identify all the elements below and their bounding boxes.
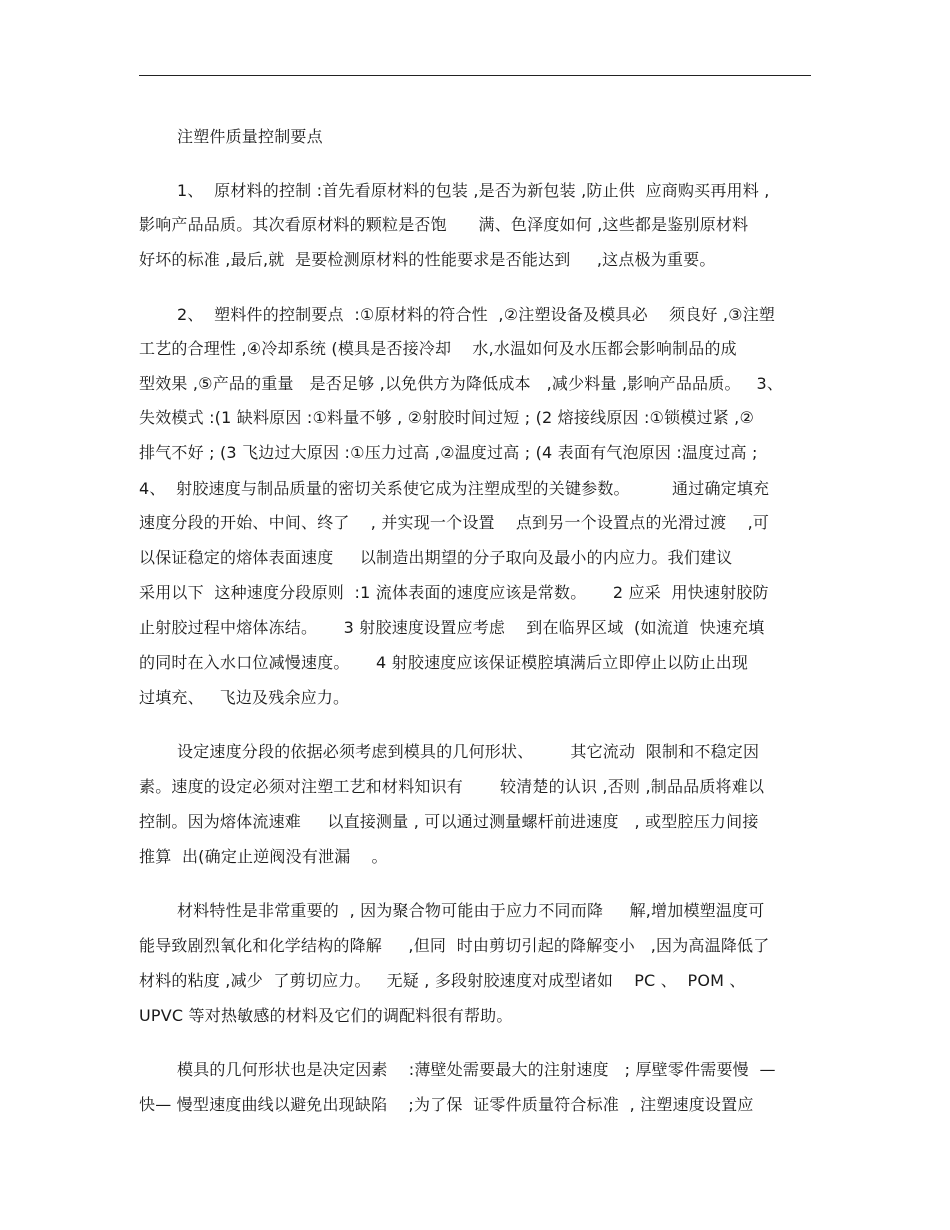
text-line: 失效模式 :(1 缺料原因 :①料量不够 , ②射胶时间过短 ; (2 熔接线原因 :①锁模过紧 ,② [139, 408, 755, 427]
text-line: 能导致剧烈氧化和化学结构的降解 ,但同 时由剪切引起的降解变小 ,因为高温降低了 [139, 936, 770, 955]
text-line: 模具的几何形状也是决定因素 :薄壁处需要最大的注射速度 ; 厚壁零件需要慢 — [177, 1060, 776, 1079]
text-line: 工艺的合理性 ,④冷却系统 (模具是否接冷却 水,水温如何及水压都会影响制品的成 [139, 339, 737, 358]
header-rule [139, 75, 811, 76]
text-line: 好坏的标准 ,最后,就 是要检测原材料的性能要求是否能达到 ,这点极为重要。 [139, 250, 716, 269]
text-line: 以保证稳定的熔体表面速度 以制造出期望的分子取向及最小的内应力。我们建议 [139, 548, 733, 567]
text-line: 1、 原材料的控制 :首先看原材料的包装 ,是否为新包装 ,防止供 应商购买再用料 , [177, 181, 770, 200]
text-line: 排气不好 ; (3 飞边过大原因 :①压力过高 ,②温度过高 ; (4 表面有气泡原因 :温度过高 ; [139, 443, 758, 462]
text-line: 快— 慢型速度曲线以避免出现缺陷 ;为了保 证零件质量符合标准 , 注塑速度设置应 [139, 1095, 754, 1114]
text-line: 4、 射胶速度与制品质量的密切关系使它成为注塑成型的关键参数。 通过确定填充 [139, 479, 770, 498]
text-line: 的同时在入水口位减慢速度。 4 射胶速度应该保证模腔填满后立即停止以防止出现 [139, 653, 749, 672]
text-line: 素。速度的设定必须对注塑工艺和材料知识有 较清楚的认识 ,否则 ,制品品质将难以 [139, 777, 765, 796]
text-line: 2、 塑料件的控制要点 :①原材料的符合性 ,②注塑设备及模具必 须良好 ,③注塑 [177, 305, 776, 324]
text-line: 过填充、 飞边及残余应力。 [139, 688, 350, 707]
text-line: 材料的粘度 ,减少 了剪切应力。 无疑 , 多段射胶速度对成型诸如 PC 、 POM 、 [139, 971, 746, 990]
document-title: 注塑件质量控制要点 [177, 127, 323, 146]
text-line: 推算 出(确定止逆阀没有泄漏 。 [139, 847, 388, 866]
text-line: 速度分段的开始、中间、终了 , 并实现一个设置 点到另一个设置点的光滑过渡 ,可 [139, 513, 770, 532]
text-line: 型效果 ,⑤产品的重量 是否足够 ,以免供方为降低成本 ,减少料量 ,影响产品品质。 3、 [139, 374, 784, 393]
text-line: 设定速度分段的依据必须考虑到模具的几何形状、 其它流动 限制和不稳定因 [177, 742, 760, 761]
text-line: 影响产品品质。其次看原材料的颗粒是否饱 满、色泽度如何 ,这些都是鉴别原材料 [139, 215, 749, 234]
text-line: UPVC 等对热敏感的材料及它们的调配料很有帮助。 [139, 1006, 513, 1025]
text-line: 控制。因为熔体流速难 以直接测量 , 可以通过测量螺杆前进速度 , 或型腔压力间接 [139, 812, 759, 831]
text-line: 止射胶过程中熔体冻结。 3 射胶速度设置应考虑 到在临界区域 (如流道 快速充填 [139, 618, 765, 637]
text-line: 采用以下 这种速度分段原则 :1 流体表面的速度应该是常数。 2 应采 用快速射胶防 [139, 583, 769, 602]
text-line: 材料特性是非常重要的 , 因为聚合物可能由于应力不同而降 解,增加模塑温度可 [177, 901, 765, 920]
